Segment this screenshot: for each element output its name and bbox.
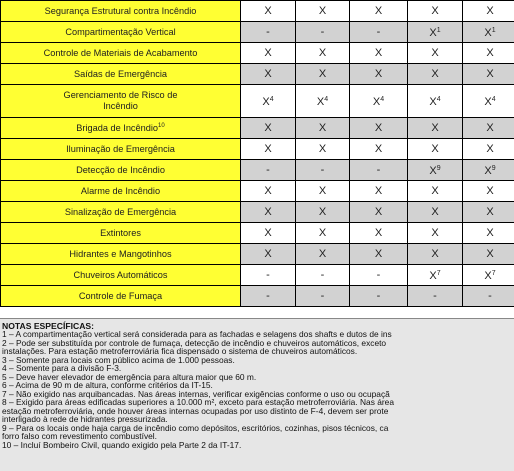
requirement-cell (241, 286, 296, 307)
table-row (1, 286, 514, 307)
requirement-cell (241, 85, 296, 118)
requirement-mark: X (374, 142, 383, 155)
requirement-cell (408, 265, 463, 286)
requirement-mark: - (266, 163, 270, 176)
requirement-footnote: 1 (436, 27, 441, 34)
requirement-footnote: 7 (491, 270, 496, 277)
requirement-cell (350, 139, 408, 160)
requirement-cell (350, 286, 408, 307)
requirement-mark: X (374, 184, 383, 197)
requirement-cell (408, 202, 463, 223)
requirement-cell (408, 139, 463, 160)
requirement-mark: X (374, 4, 383, 17)
measure-label (1, 202, 241, 223)
requirement-cell (463, 223, 514, 244)
measure-label (1, 265, 241, 286)
measure-label-footnote: 10 (158, 123, 165, 130)
requirement-cell (296, 118, 350, 139)
requirement-mark: X (486, 226, 494, 239)
requirement-mark: X (486, 121, 494, 134)
requirement-mark: - (320, 268, 325, 281)
requirement-cell (296, 64, 350, 85)
measure-label-text: Sinalização de Emergência (64, 206, 177, 217)
note-line: forro falso com revestimento combustível. (2, 431, 157, 441)
measure-label (1, 64, 241, 85)
measure-label (1, 223, 241, 244)
measure-label-text: Brigada de Incêndio (76, 123, 159, 134)
requirement-cell (296, 160, 350, 181)
table-row (1, 244, 514, 265)
requirement-mark: X (318, 247, 327, 260)
table-row (1, 181, 514, 202)
requirement-mark: X (374, 226, 383, 239)
requirement-mark: X (374, 121, 383, 134)
requirement-cell (408, 64, 463, 85)
requirement-cell (241, 160, 296, 181)
table-row (1, 43, 514, 64)
requirement-mark: X (374, 205, 383, 218)
requirement-mark: X (264, 4, 272, 17)
requirement-mark: X (429, 96, 437, 108)
requirement-mark: X (262, 96, 270, 108)
requirement-cell (463, 43, 514, 64)
requirement-cell (408, 1, 463, 22)
requirement-mark: - (376, 25, 381, 38)
requirement-mark: X (316, 96, 325, 108)
requirement-mark: X (486, 67, 494, 80)
note-line: 7 – Não exigido nas arquibancadas. Nas áreas internas, verificar exigências conforme o uso ou ocupaçã (2, 388, 390, 399)
requirement-cell (241, 22, 296, 43)
measure-label (1, 160, 241, 181)
requirement-mark: X (484, 96, 492, 108)
requirement-mark: X (264, 226, 272, 239)
requirement-mark: X (318, 4, 327, 17)
measure-label-text: Controle de Materiais de Acabamento (43, 47, 198, 58)
requirement-cell (296, 286, 350, 307)
measure-label-text: Extintores (100, 227, 141, 238)
requirement-cell (350, 64, 408, 85)
requirement-mark: X (318, 142, 327, 155)
measure-label-text: Alarme de Incêndio (80, 185, 161, 196)
requirement-mark: X (486, 247, 494, 260)
requirement-cell (463, 139, 514, 160)
requirement-mark: - (488, 289, 492, 302)
requirement-cell (241, 244, 296, 265)
requirement-cell (296, 22, 350, 43)
requirement-footnote: 4 (269, 96, 274, 103)
requirement-cell (463, 1, 514, 22)
note-line: 4 – Somente para a divisão F-3. (2, 363, 122, 373)
requirement-cell (296, 181, 350, 202)
measure-label (1, 244, 241, 265)
measure-label-text: Chuveiros Automáticos (73, 269, 168, 280)
requirement-cell (296, 139, 350, 160)
requirement-cell (296, 223, 350, 244)
requirement-cell (350, 244, 408, 265)
requirement-mark: X (486, 46, 494, 59)
requirement-cell (463, 22, 514, 43)
requirement-footnote: 9 (491, 165, 496, 172)
requirement-cell (241, 64, 296, 85)
table-row (1, 202, 514, 223)
requirement-cell (241, 223, 296, 244)
measure-label (1, 139, 241, 160)
requirement-mark: X (264, 184, 272, 197)
note-line: interligado à rede de hidrantes pressurizada. (2, 414, 168, 424)
requirement-cell (350, 160, 408, 181)
requirement-mark: - (376, 163, 381, 176)
requirement-mark: X (264, 121, 272, 134)
requirement-cell (296, 85, 350, 118)
measure-label (1, 43, 241, 64)
table-row (1, 160, 514, 181)
note-line: estação metroferroviária, onde houver áreas internas ocupadas por uso distinto de F-4, devem ser prote (2, 405, 389, 416)
requirement-cell (350, 118, 408, 139)
requirement-cell (408, 85, 463, 118)
requirement-cell (408, 22, 463, 43)
measure-label-text: Saídas de Emergência (74, 68, 167, 79)
requirement-cell (408, 43, 463, 64)
measure-label-text: Hidrantes e Mangotinhos (69, 248, 172, 259)
requirement-mark: X (486, 205, 494, 218)
requirement-cell (296, 1, 350, 22)
requirement-mark: X (318, 184, 327, 197)
requirement-cell (241, 1, 296, 22)
requirement-footnote: 4 (491, 96, 496, 103)
requirement-footnote: 4 (436, 96, 441, 103)
note-line: 1 – A compartimentação vertical será considerada para as fachadas e selagens dos shafts e dutos de ins (2, 329, 392, 339)
requirement-mark: X (374, 46, 383, 59)
requirement-mark: X (486, 4, 494, 17)
requirement-mark: X (431, 184, 439, 197)
requirement-cell (350, 265, 408, 286)
requirement-mark: X (374, 247, 383, 260)
measure-label (1, 85, 241, 118)
requirement-mark: - (376, 289, 381, 302)
requirement-cell (408, 118, 463, 139)
requirement-mark: X (486, 184, 494, 197)
requirement-cell (350, 181, 408, 202)
requirement-mark: X (484, 27, 492, 39)
requirement-mark: X (429, 27, 437, 39)
requirement-mark: X (431, 46, 439, 59)
requirement-cell (408, 286, 463, 307)
requirement-cell (350, 1, 408, 22)
requirement-mark: X (264, 142, 272, 155)
requirement-cell (463, 265, 514, 286)
requirement-mark: X (318, 226, 327, 239)
requirement-cell (408, 160, 463, 181)
requirement-cell (241, 43, 296, 64)
requirement-mark: X (264, 247, 272, 260)
measure-label-text: Segurança Estrutural contra Incêndio (44, 5, 197, 16)
requirement-mark: - (320, 163, 325, 176)
table-row (1, 139, 514, 160)
table-row (1, 223, 514, 244)
requirement-cell (408, 244, 463, 265)
requirement-cell (241, 202, 296, 223)
requirement-mark: X (374, 67, 383, 80)
measure-label (1, 1, 241, 22)
note-line: 8 – Exigido para áreas edificadas superiores a 10.000 m², exceto para estação metroferroviária. Nas área (2, 397, 394, 407)
note-line: 9 – Para os locais onde haja carga de incêndio como depósitos, escritórios, cozinhas, pisos técnicos, ca (2, 422, 389, 433)
table-row (1, 22, 514, 43)
requirement-mark: X (318, 67, 327, 80)
measure-label (1, 118, 241, 139)
requirement-mark: X (429, 165, 437, 177)
table-row (1, 1, 514, 22)
requirement-mark: - (433, 289, 437, 302)
requirement-cell (296, 43, 350, 64)
requirement-mark: X (431, 226, 439, 239)
requirement-mark: X (431, 247, 439, 260)
table-row (1, 265, 514, 286)
requirement-mark: X (318, 121, 327, 134)
requirement-cell (241, 265, 296, 286)
requirement-cell (350, 43, 408, 64)
note-line: 5 – Deve haver elevador de emergência para altura maior que 60 m. (2, 371, 257, 382)
requirement-mark: X (318, 205, 327, 218)
requirement-mark: X (484, 270, 492, 282)
requirement-cell (463, 286, 514, 307)
measure-label-text: Detecção de Incêndio (76, 164, 165, 175)
requirement-cell (241, 118, 296, 139)
requirement-cell (350, 85, 408, 118)
note-line: 6 – Acima de 90 m de altura, conforme critérios da IT-15. (2, 380, 213, 390)
requirement-cell (350, 223, 408, 244)
requirement-cell (463, 202, 514, 223)
measure-label-text: Compartimentação Vertical (65, 26, 176, 37)
requirement-cell (463, 118, 514, 139)
requirement-mark: X (486, 142, 494, 155)
requirement-mark: X (484, 165, 492, 177)
requirement-mark: X (264, 46, 272, 59)
requirement-mark: - (266, 268, 270, 281)
measure-label-text: Iluminação de Emergência (66, 143, 175, 154)
requirement-footnote: 7 (436, 270, 441, 277)
measure-label-text: Gerenciamento de Risco de Incêndio (63, 90, 178, 111)
requirement-mark: - (320, 25, 325, 38)
measure-label (1, 22, 241, 43)
requirement-footnote: 1 (491, 27, 496, 34)
requirement-mark: - (266, 289, 270, 302)
requirement-cell (350, 22, 408, 43)
requirement-cell (463, 244, 514, 265)
requirement-cell (296, 265, 350, 286)
table-row (1, 64, 514, 85)
requirement-cell (350, 202, 408, 223)
requirement-cell (408, 223, 463, 244)
requirement-mark: X (264, 205, 272, 218)
requirement-cell (296, 202, 350, 223)
requirement-cell (296, 244, 350, 265)
requirement-mark: X (429, 270, 437, 282)
requirement-mark: X (431, 67, 439, 80)
requirement-cell (463, 181, 514, 202)
requirement-cell (463, 64, 514, 85)
requirement-mark: X (318, 46, 327, 59)
requirement-footnote: 4 (380, 96, 385, 103)
specific-notes-box (0, 318, 514, 471)
requirement-footnote: 4 (324, 96, 329, 103)
note-line: 10 – Incluí Bombeiro Civil, quando exigido pela Parte 2 da IT-17. (2, 439, 242, 450)
measure-label-text: Controle de Fumaça (78, 290, 163, 301)
requirement-cell (241, 181, 296, 202)
measure-label (1, 286, 241, 307)
requirement-mark: - (376, 268, 381, 281)
requirement-cell (463, 160, 514, 181)
table-row (1, 85, 514, 118)
requirement-mark: X (372, 96, 381, 108)
requirement-mark: - (320, 289, 325, 302)
requirements-table-body (1, 1, 514, 307)
requirement-mark: X (431, 121, 439, 134)
requirement-mark: X (431, 142, 439, 155)
requirement-cell (463, 85, 514, 118)
requirement-cell (241, 139, 296, 160)
note-line: 3 – Somente para locais com público acima de 1.000 pessoas. (2, 354, 235, 365)
requirement-cell (408, 181, 463, 202)
requirement-mark: X (431, 4, 439, 17)
requirement-footnote: 9 (436, 165, 441, 172)
requirement-mark: - (266, 25, 270, 38)
requirement-mark: X (431, 205, 439, 218)
notes-title: NOTAS ESPECÍFICAS: (2, 321, 94, 331)
requirement-mark: X (264, 67, 272, 80)
note-line: instalações. Para estação metroferroviária fica dispensado o sistema de chuveiros automáticos. (2, 346, 358, 356)
note-line: 2 – Pode ser substituída por controle de fumaça, detecção de incêndio e chuveiros automáticos, exceto (2, 337, 387, 348)
table-row (1, 118, 514, 139)
measure-label (1, 181, 241, 202)
